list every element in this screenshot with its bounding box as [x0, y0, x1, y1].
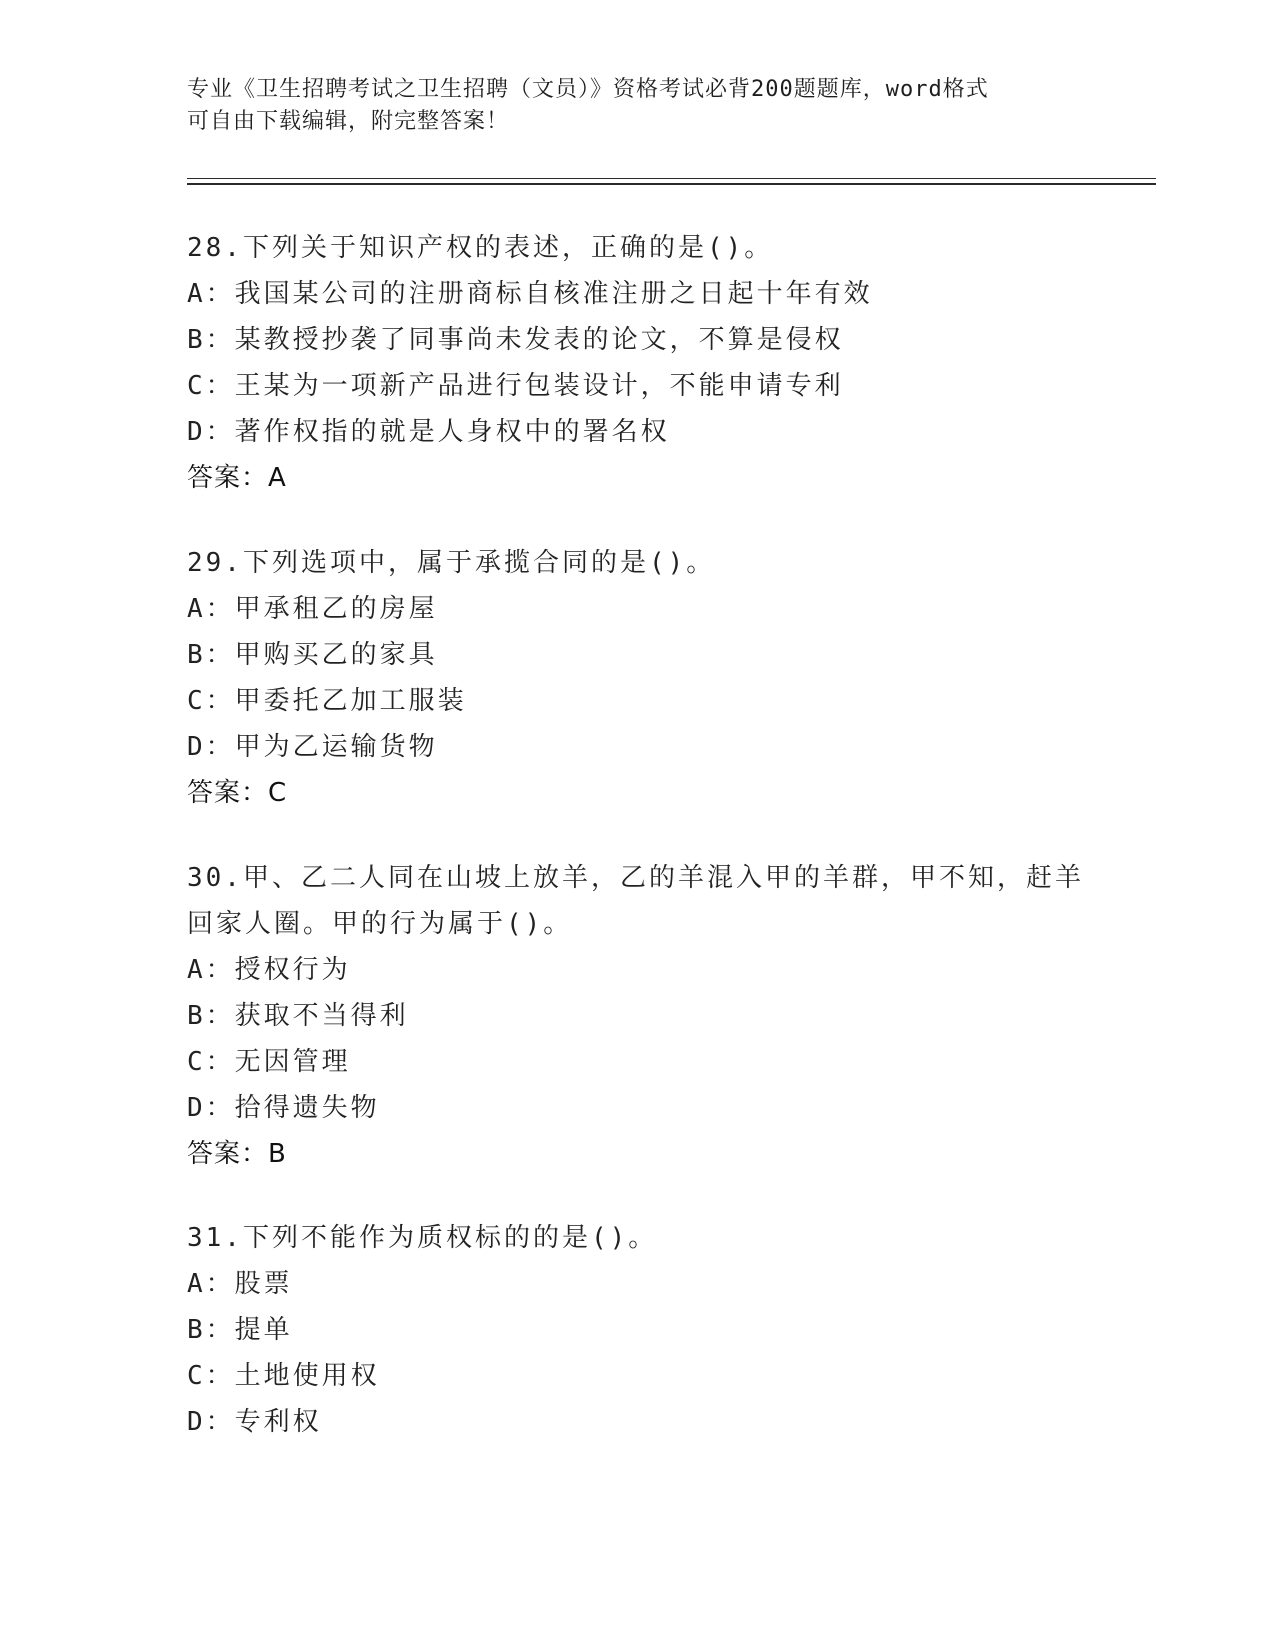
- question-stem-line-1: 30.甲、乙二人同在山坡上放羊，乙的羊混入甲的羊群，甲不知，赶羊: [187, 863, 1084, 893]
- header-divider-thin: [187, 178, 1156, 179]
- question-30: [187, 855, 1087, 1177]
- option-d: D：专利权: [187, 1407, 322, 1437]
- answer-label: 答案：A: [187, 463, 287, 493]
- option-d: D：著作权指的就是人身权中的署名权: [187, 417, 670, 447]
- option-b: B：提单: [187, 1315, 293, 1345]
- option-a: A：我国某公司的注册商标自核准注册之日起十年有效: [187, 279, 873, 309]
- option-d: D：甲为乙运输货物: [187, 732, 438, 762]
- option-d: D：拾得遗失物: [187, 1093, 380, 1123]
- answer-label: 答案：C: [187, 778, 288, 808]
- option-b: B：甲购买乙的家具: [187, 640, 438, 670]
- question-stem: 31.下列不能作为质权标的的是()。: [187, 1223, 658, 1253]
- question-29: [187, 540, 1087, 816]
- header-title-line-2: 可自由下载编辑，附完整答案！: [187, 109, 510, 134]
- option-c: C：无因管理: [187, 1047, 351, 1077]
- question-28: [187, 225, 1087, 501]
- answer-label: 答案：B: [187, 1139, 287, 1169]
- question-stem: 28.下列关于知识产权的表述，正确的是()。: [187, 233, 774, 263]
- option-c: C：甲委托乙加工服装: [187, 686, 467, 716]
- question-stem: 29.下列选项中，属于承揽合同的是()。: [187, 548, 716, 578]
- document-header: [187, 74, 1087, 138]
- option-b: B：某教授抄袭了同事尚未发表的论文，不算是侵权: [187, 325, 844, 355]
- header-title-line-1: 专业《卫生招聘考试之卫生招聘（文员）》资格考试必背200题题库，word格式: [187, 77, 989, 102]
- option-a: A：股票: [187, 1269, 293, 1299]
- option-a: A：甲承租乙的房屋: [187, 594, 438, 624]
- option-c: C：王某为一项新产品进行包装设计，不能申请专利: [187, 371, 844, 401]
- question-stem-line-2: 回家人圈。甲的行为属于()。: [187, 909, 573, 939]
- option-c: C：土地使用权: [187, 1361, 380, 1391]
- option-a: A：授权行为: [187, 955, 351, 985]
- option-b: B：获取不当得利: [187, 1001, 409, 1031]
- header-divider-thick: [187, 183, 1156, 185]
- question-31: [187, 1215, 1087, 1445]
